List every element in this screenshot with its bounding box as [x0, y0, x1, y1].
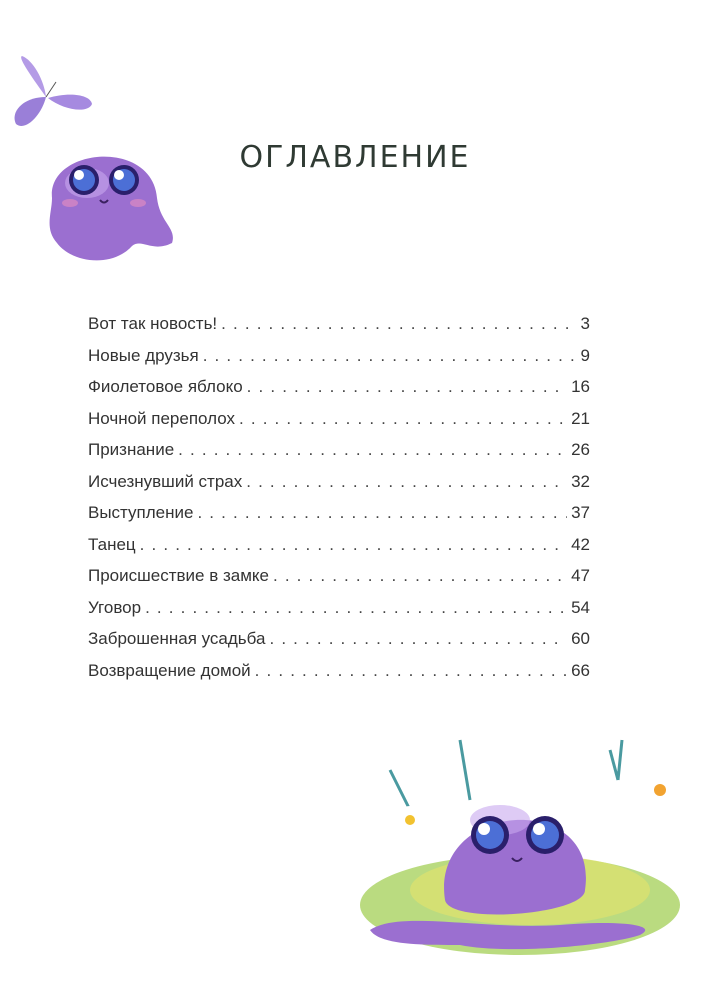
- toc-entry-title: Фиолетовое яблоко: [88, 377, 243, 396]
- dot-leader: [247, 377, 567, 397]
- toc-entry-title: Исчезнувший страх: [88, 471, 243, 491]
- toc-entry-page: 32: [571, 471, 590, 491]
- dot-leader: [145, 598, 567, 618]
- toc-entry-title: Новые друзья: [88, 345, 199, 365]
- purple-blob-character-meadow: [360, 730, 690, 970]
- toc-entry-page: 54: [571, 597, 590, 617]
- toc-entry: [88, 346, 590, 378]
- toc-entry: [88, 503, 590, 535]
- toc-entry: [88, 440, 590, 472]
- dot-leader: [140, 535, 567, 555]
- toc-entry-page: 16: [571, 377, 590, 396]
- toc-entry-title: Выступление: [88, 503, 194, 522]
- toc-entry: [88, 377, 590, 409]
- dot-leader: [203, 346, 577, 366]
- toc-entry-page: 21: [571, 408, 590, 428]
- dot-leader: [221, 314, 576, 334]
- dot-leader: [273, 566, 567, 586]
- dot-leader: [255, 661, 567, 681]
- toc-entry: [88, 472, 590, 504]
- butterfly-illustration: [8, 52, 98, 137]
- page-title: ОГЛАВЛЕНИЕ: [239, 140, 471, 175]
- toc-entry-title: Заброшенная усадьба: [88, 629, 266, 648]
- toc-entry-title: Вот так новость!: [88, 314, 218, 333]
- toc-entry-title: Признание: [88, 440, 175, 459]
- toc-entry: [88, 314, 590, 346]
- toc-entry-title: Танец: [88, 534, 136, 554]
- toc-entry-page: 37: [571, 503, 590, 522]
- toc-entry: [88, 566, 590, 598]
- dot-leader: [246, 472, 567, 492]
- toc-entry-page: 9: [580, 345, 590, 365]
- toc-entry-title: Ночной переполох: [88, 408, 236, 428]
- toc-entry: [88, 661, 590, 693]
- toc-entry: [88, 629, 590, 661]
- toc-entry-title: Возвращение домой: [88, 660, 251, 680]
- toc-entry-page: 26: [571, 440, 590, 459]
- table-of-contents: [88, 314, 590, 692]
- toc-entry-page: 60: [571, 629, 590, 648]
- toc-entry-page: 42: [571, 534, 590, 554]
- dot-leader: [178, 440, 567, 460]
- dot-leader: [269, 629, 567, 649]
- toc-entry-page: 47: [571, 566, 590, 585]
- toc-entry-page: 66: [571, 660, 590, 680]
- toc-entry-title: Происшествие в замке: [88, 566, 269, 585]
- toc-entry-page: 3: [580, 314, 590, 333]
- dot-leader: [197, 503, 567, 523]
- toc-entry: [88, 598, 590, 630]
- toc-entry: [88, 409, 590, 441]
- dot-leader: [239, 409, 567, 429]
- toc-entry: [88, 535, 590, 567]
- toc-entry-title: Уговор: [88, 597, 142, 617]
